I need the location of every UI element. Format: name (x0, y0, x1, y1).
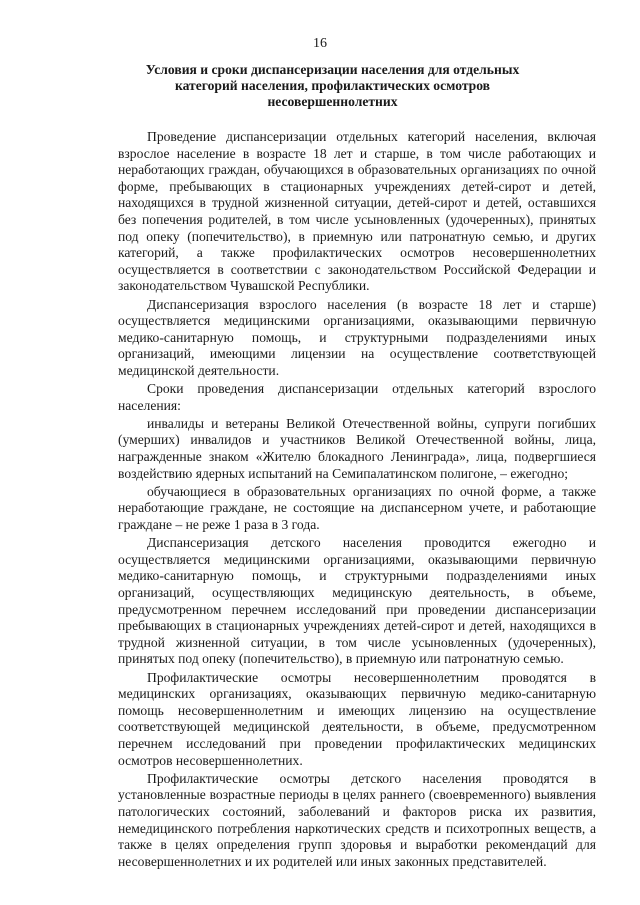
section-title: Условия и сроки диспансеризации населения для отдельных категорий населения, профилактических осмотров несовершеннолетних (145, 62, 520, 109)
page-number: 16 (313, 36, 327, 51)
paragraph-intro: Проведение диспансеризации отдельных категорий населения, включая взрослое население в возрасте 18 лет и старше, в том числе работающих и неработающих граждан, обучающихся в образовательных организациях по очной форме, пребывающих в стационарных учреждениях детей-сирот и детей, находящихся в трудной жизненной ситуации, детей-сирот и детей, оставшихся без попечения родителей, в том числе усыновленных (удочеренных), принятых под опеку (попечительство), в приемную или патронатную семью, и других категорий, а также профилактических осмотров несовершеннолетних осуществляется в соответствии с законодательством Российской Федерации и законодательством Чувашской Республики. (118, 129, 596, 294)
paragraph-child-dispensarization: Диспансеризация детского населения проводится ежегодно и осуществляется медицинскими организациями, оказывающими первичную медико-санитарную помощь, и структурными подразделениями иных организаций, осуществляющих медицинскую деятельность, в объеме, предусмотренном перечнем исследований при проведении диспансеризации пребывающих в стационарных учреждениях детей-сирот и детей, находящихся в трудной жизненной ситуации, в том числе усыновленных (удочеренных), принятых под опеку (попечительство), в приемную или патронатную семью. (118, 535, 596, 667)
paragraph-child-checkups-purpose: Профилактические осмотры детского населения проводятся в установленные возрастные периоды в целях раннего (своевременного) выявления патологических состояний, заболеваний и факторов риска их развития, немедицинского потребления наркотических средств и психотропных веществ, а также в целях определения групп здоровья и выработки рекомендаций для несовершеннолетних и их родителей или иных законных представителей. (118, 770, 596, 869)
paragraph-minor-checkups: Профилактические осмотры несовершеннолетним проводятся в медицинских организациях, оказывающих первичную медико-санитарную помощь несовершеннолетним и имеющих лицензию на осуществление соответствующей медицинской деятельности, в объеме, предусмотренном перечнем исследований при проведении профилактических медицинских осмотров несовершеннолетних. (118, 669, 596, 768)
paragraph-students-every-3-years: обучающиеся в образовательных организациях по очной форме, а также неработающие граждане, не состоящие на диспансерном учете, и работающие граждане – не реже 1 раза в 3 года. (118, 483, 596, 533)
paragraph-veterans-annually: инвалиды и ветераны Великой Отечественной войны, супруги погибших (умерших) инвалидов и участников Великой Отечественной войны, лица, награжденные знаком «Жителю блокадного Ленинграда», лица, подвергшиеся воздействию ядерных испытаний на Семипалатинском полигоне, – ежегодно; (118, 415, 596, 481)
paragraph-adult-dispensarization: Диспансеризация взрослого населения (в возрасте 18 лет и старше) осуществляется медицинскими организациями, оказывающими первичную медико-санитарную помощь, и структурными подразделениями иных организаций, имеющими лицензии на осуществление соответствующей медицинской деятельности. (118, 296, 596, 378)
paragraph-terms-heading: Сроки проведения диспансеризации отдельных категорий взрослого населения: (118, 381, 596, 413)
document-body (118, 129, 596, 872)
